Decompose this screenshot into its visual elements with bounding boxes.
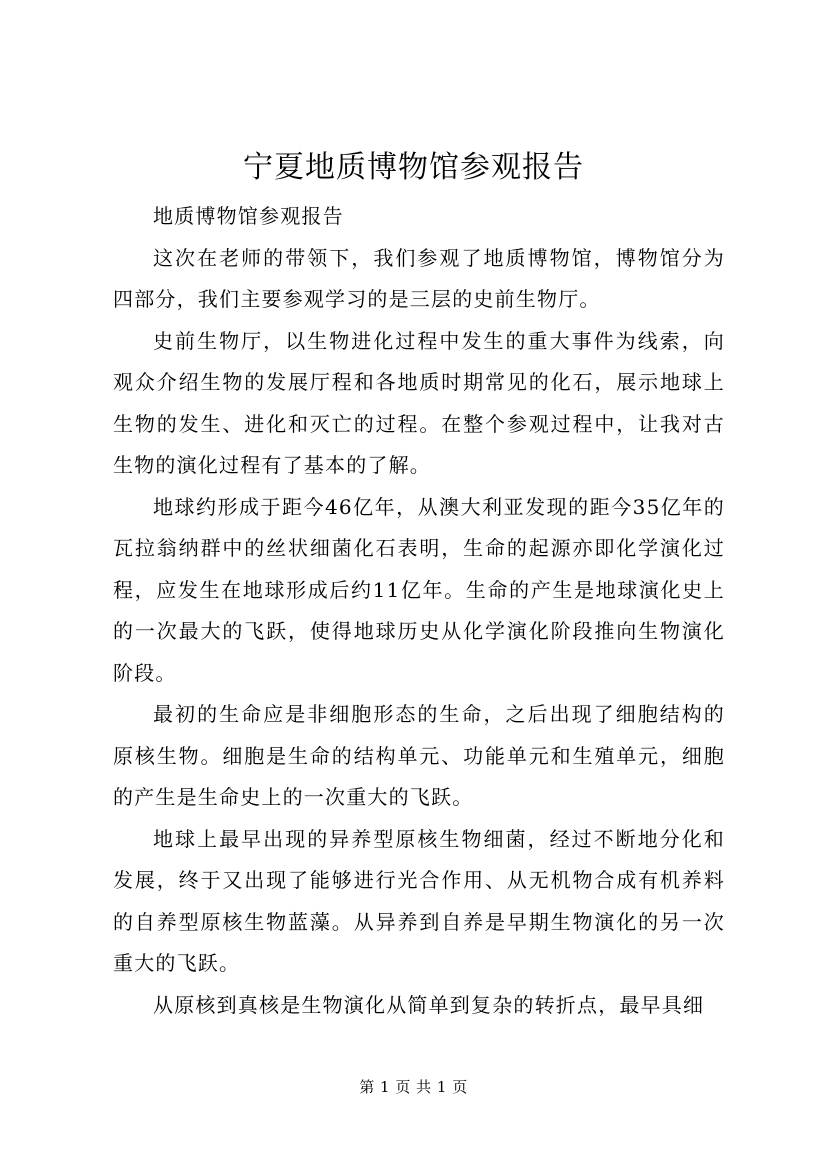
paragraph: 从原核到真核是生物演化从简单到复杂的转折点，最早具细 [153,992,705,1017]
page-footer: 第 1 页 共 1 页 [359,1078,468,1096]
paragraph: 这次在老师的带领下，我们参观了地质博物馆，博物馆分为四部分，我们主要参观学习的是三层的史前生物厅。 [113,245,725,311]
document-body [113,196,725,1026]
paragraph: 史前生物厅，以生物进化过程中发生的重大事件为线索，向观众介绍生物的发展厅程和各地质时期常见的化石，展示地球上生物的发生、进化和灭亡的过程。在整个参观过程中，让我对古生物的演化过程有了基本的了解。 [113,328,725,477]
document-title: 宁夏地质博物馆参观报告 [243,150,584,185]
paragraph: 最初的生命应是非细胞形态的生命，之后出现了细胞结构的原核生物。细胞是生命的结构单元、功能单元和生殖单元，细胞的产生是生命史上的一次重大的飞跃。 [113,702,725,809]
paragraph: 地球上最早出现的异养型原核生物细菌，经过不断地分化和发展，终于又出现了能够进行光合作用、从无机物合成有机养料的自养型原核生物蓝藻。从异养到自养是早期生物演化的另一次重大的飞跃。 [113,826,725,975]
paragraph-subtitle: 地质博物馆参观报告 [153,204,344,228]
paragraph: 地球约形成于距今46亿年，从澳大利亚发现的距今35亿年的瓦拉翁纳群中的丝状细菌化石表明，生命的起源亦即化学演化过程，应发生在地球形成后约11亿年。生命的产生是地球演化史上的一次最大的飞跃，使得地球历史从化学演化阶段推向生物演化阶段。 [113,494,725,685]
